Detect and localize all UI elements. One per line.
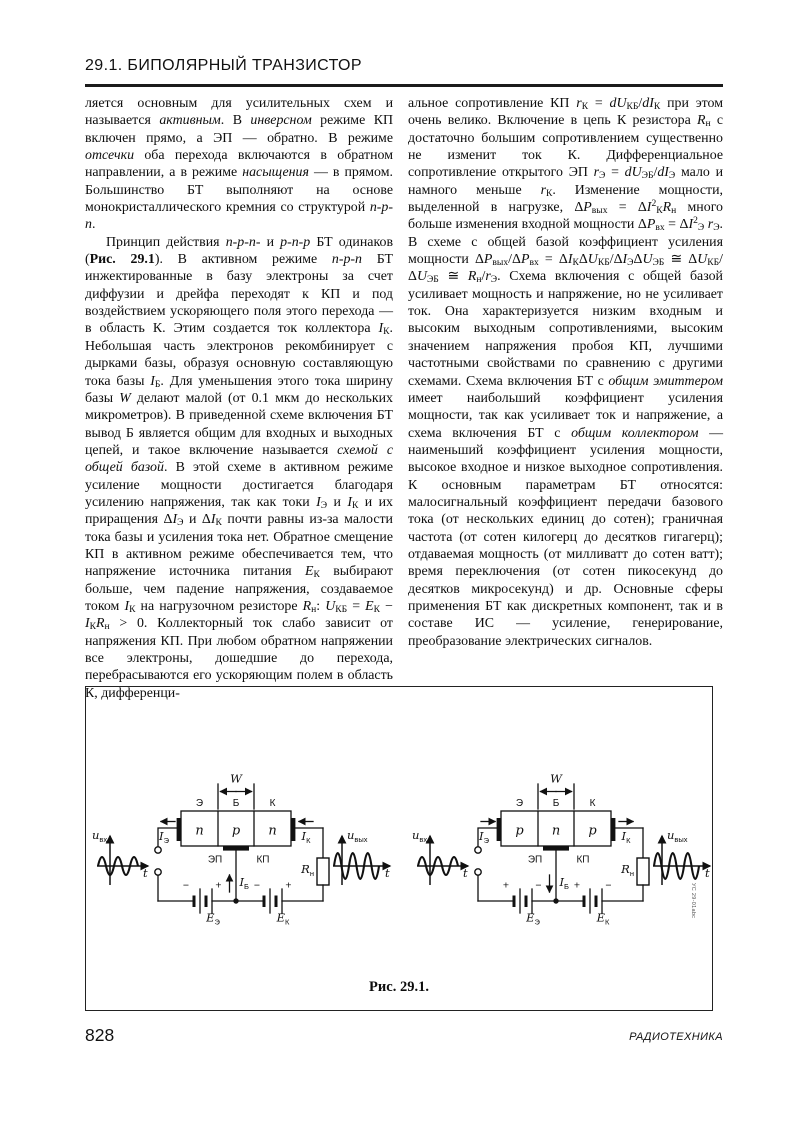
header-rule bbox=[85, 84, 723, 87]
region-label: p bbox=[588, 823, 597, 839]
bottom-rail bbox=[158, 898, 323, 903]
base-electrode bbox=[223, 846, 249, 851]
load-resistor-label: $R_н$ bbox=[301, 862, 314, 878]
region-label: p bbox=[515, 823, 524, 839]
base-current-label: $I_Б$ bbox=[239, 875, 249, 891]
node-dot bbox=[553, 898, 558, 903]
page-number: 828 bbox=[85, 1025, 115, 1045]
right-column bbox=[408, 95, 723, 702]
terminal-circle bbox=[475, 847, 481, 853]
load-resistor-label: $R_н$ bbox=[621, 862, 634, 878]
polarity-sign: − bbox=[605, 879, 612, 892]
emitter-junction-label: ЭП bbox=[527, 854, 543, 866]
base-current-label: $I_Б$ bbox=[559, 875, 569, 891]
polarity-sign: + bbox=[285, 879, 292, 892]
terminal-label: Б bbox=[552, 798, 560, 809]
polarity-sign: − bbox=[253, 879, 261, 892]
bottom-rail bbox=[478, 898, 643, 903]
section-heading: 29.1. БИПОЛЯРНЫЙ ТРАНЗИСТОР bbox=[85, 57, 362, 74]
paragraph: ляется основным для усилительных схем и называется активным. В инверсном режиме КП включен прямо, а ЭП — обратно. В режиме отсечки оба перехода включаются в обратном направлении, а в режиме насыщения — в прямом. Большинство БТ выполняют на основе монокристаллического кремния со структурой n-p-n. bbox=[85, 96, 394, 233]
region-label: n bbox=[268, 823, 277, 839]
region-label: p bbox=[231, 823, 241, 839]
text-columns bbox=[85, 95, 723, 702]
terminal-label: К bbox=[589, 798, 596, 809]
emitter-battery-label: $E_Э$ bbox=[206, 910, 220, 927]
terminal-label: Б bbox=[232, 798, 240, 809]
polarity-sign: + bbox=[502, 879, 510, 892]
u-in-label: $u_{вх}$ bbox=[92, 828, 108, 844]
collector-current-label: $I_К$ bbox=[301, 829, 311, 845]
base-branch bbox=[528, 846, 590, 901]
terminal-circle bbox=[155, 847, 161, 853]
terminal-label: Э bbox=[515, 798, 524, 809]
emitter-current-arrow bbox=[478, 822, 495, 845]
t-axis-label: t bbox=[143, 866, 148, 880]
terminal-circle bbox=[475, 869, 481, 875]
emitter-current-arrow bbox=[158, 822, 175, 845]
collector-junction-label: КП bbox=[576, 854, 590, 866]
collector-battery-label: $E_К$ bbox=[596, 910, 610, 927]
base-width-label: W bbox=[550, 773, 562, 786]
emitter-battery bbox=[503, 880, 542, 927]
polarity-sign: − bbox=[535, 879, 542, 892]
transistor-structure bbox=[177, 798, 296, 846]
collector-electrode bbox=[291, 818, 296, 841]
transistor-structure bbox=[497, 798, 616, 846]
load-resistor bbox=[317, 858, 329, 885]
output-signal-plot bbox=[653, 828, 710, 885]
collector-battery bbox=[254, 880, 292, 927]
emitter-electrode bbox=[177, 818, 182, 841]
collector-electrode bbox=[611, 818, 616, 841]
figure-watermark: УС 29-01abc bbox=[690, 883, 696, 919]
t-axis-label: t bbox=[705, 866, 710, 880]
terminal-circle bbox=[155, 869, 161, 875]
input-signal-plot bbox=[92, 828, 148, 885]
polarity-sign: + bbox=[215, 879, 222, 892]
polarity-sign: + bbox=[573, 879, 581, 892]
collector-branch bbox=[615, 822, 649, 902]
journal-name: РАДИОТЕХНИКА bbox=[629, 1031, 723, 1043]
u-out-label: $u_{вых}$ bbox=[347, 828, 368, 844]
paragraph: Принцип действия n-p-n- и p-n-p БТ одинаков (Рис. 29.1). В активном режиме n-p-n БТ инжектированные в базу электроны за счет диффузии и дрейфа переходят к КП и под воздействием ускоряющего поля этого перехода — в область К. Этим создается ток коллектора $I_К$. Небольшая часть электронов рекомбинирует с дырками базы, образуя основную составляющую тока базы $I_Б$. Для уменьшения этого тока ширину базы W делают малой (от 0.1 мкм до нескольких микрометров). В приведенной схеме включения БТ вывод Б является общим для входных и выходных цепей, и такое включение называется схемой с общей базой. В этой схеме в активном режиме усиление мощности достигается благодаря усилению напряжения, так как токи $I_Э$ и $I_К$ и их приращения $\Delta I_Э$ и $\Delta I_К$ почти равны из-за малости тока базы и усиления тока нет. Обратное смещение КП в активном режиме обеспечивается тем, что напряжение источника питания $E_К$ выбирают больше, чем падение напряжения, создаваемое током $I_К$ на нагрузочном резисторе $R_н$: $U_{КБ} = E_К - I_КR_н > 0$. Коллекторный ток слабо зависит от напряжения КП. При любом обратном напряжении все электроны, дошедшие до перехода, перебрасываются его ускоряющим полем в область К, дифференци- bbox=[85, 234, 394, 701]
emitter-current-label: $I_Э$ bbox=[159, 829, 169, 845]
emitter-junction-label: ЭП bbox=[207, 854, 223, 866]
left-column bbox=[85, 95, 393, 702]
collector-battery-label: $E_К$ bbox=[276, 910, 290, 927]
output-signal-plot bbox=[333, 828, 390, 885]
paragraph: альное сопротивление КП $r_К = dU_{КБ}/dI_К$ при этом очень велико. Включение в цепь К резистора $R_н$ с достаточно большим сопротивлением существенно не изменит ток К. Дифференциальное сопротивление открытого ЭП $r_Э = dU_{ЭБ}/dI_Э$ мало и намного меньше $r_К$. Изменение мощности, выделенной в нагрузке, $\Delta P_{вых} = \Delta I^2_КR_н$ много больше изменения входной мощности $\Delta P_{вх} = \Delta I^2_Э$ $r_Э$. В схеме с общей базой коэффициент усиления мощности $\Delta P_{вых}/\Delta P_{вх} = \Delta I_К\Delta U_{КБ}/\Delta I_Э\Delta U_{ЭБ}$ ≅ $\Delta U_{КБ}/\Delta U_{ЭБ}$ ≅ $R_н/r_Э$. Схема включения с общей базой усиливает мощность и напряжение, но не усиливает ток. Она характеризуется низким входным и высоким выходным сопротивлениями, высоким значением напряжения пробоя КП, лучшими частотными свойствами по сравнению с другими схемами. Схема включения БТ с общим эмиттером имеет наибольший коэффициент усиления мощности, так как усиливает ток и напряжение, а схема включения БТ с общим коллектором — наименьший коэффициент усиления мощности, высокое входное и низкое выходное сопротивления. К основным параметрам БТ относятся: малосигнальный коэффициент передачи базового тока (от нескольких единиц до сотен); граничная частота (от сотен килогерц до десятков гигагерц); отдаваемая мощность (от милливатт до сотен ватт); время переключения (от сотен пикосекунд до десятков микросекунд) и др. Основные сферы применения БТ как дискретных компонент, так и в составе ИС — усиление, генерирование, преобразование электрических сигналов. bbox=[408, 96, 724, 649]
t-axis-label: t bbox=[385, 866, 390, 880]
load-resistor bbox=[637, 858, 649, 885]
input-signal-plot bbox=[412, 828, 468, 885]
emitter-battery-label: $E_Э$ bbox=[526, 910, 540, 927]
t-axis-label: t bbox=[463, 866, 468, 880]
region-label: n bbox=[195, 823, 204, 839]
collector-branch bbox=[295, 822, 329, 902]
u-out-label: $u_{вых}$ bbox=[667, 828, 688, 844]
emitter-battery bbox=[183, 880, 222, 927]
u-in-label: $u_{вх}$ bbox=[412, 828, 428, 844]
circuit-diagram-npn bbox=[91, 773, 401, 973]
base-branch bbox=[208, 846, 270, 901]
terminal-label: Э bbox=[195, 798, 204, 809]
figure-box bbox=[85, 686, 713, 1011]
node-dot bbox=[233, 898, 238, 903]
collector-current-label: $I_К$ bbox=[621, 829, 631, 845]
figure-caption: Рис. 29.1. bbox=[369, 979, 429, 995]
emitter-electrode bbox=[497, 818, 502, 841]
region-label: n bbox=[551, 823, 561, 839]
base-electrode bbox=[543, 846, 569, 851]
emitter-current-label: $I_Э$ bbox=[479, 829, 489, 845]
circuit-diagram-pnp bbox=[411, 773, 721, 973]
base-width-label: W bbox=[230, 773, 242, 786]
polarity-sign: − bbox=[182, 879, 190, 892]
collector-junction-label: КП bbox=[256, 854, 270, 866]
collector-battery bbox=[574, 880, 612, 927]
terminal-label: К bbox=[269, 798, 276, 809]
